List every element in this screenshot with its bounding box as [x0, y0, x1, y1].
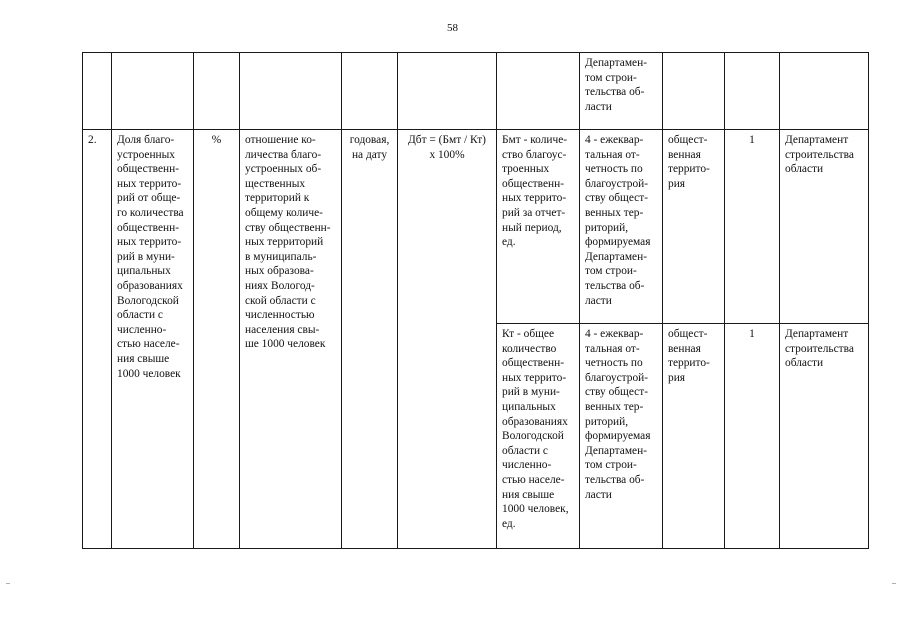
source-bmt: 4 - ежеквар- тальная от- четность по благоустрой- ству общест- венных тер- риторий, формируемая Департамен- том строи- тельства об- ласти: [579, 129, 663, 324]
method-bmt: 1: [724, 129, 780, 324]
source-kt: 4 - ежеквар- тальная от- четность по благоустрой- ству общест- венных тер- риторий, формируемая Департамен- том строи- тельства об- ласти: [579, 323, 663, 549]
top-cell-2: [111, 52, 194, 130]
method-kt: 1: [724, 323, 780, 549]
top-cell-11: [779, 52, 869, 130]
top-cell-4: [239, 52, 342, 130]
responsible-bmt: Департамент строительства области: [779, 129, 869, 324]
row-number: 2.: [82, 129, 112, 549]
unit: %: [193, 129, 240, 549]
top-cell-10: [724, 52, 780, 130]
top-cell-9: [662, 52, 725, 130]
top-cell-3: [193, 52, 240, 130]
periodicity: годовая, на дату: [341, 129, 398, 549]
responsible-kt: Департамент строительства области: [779, 323, 869, 549]
variable-kt: Кт - общее количество общественн- ных террито- рий в муни- ципальных образованиях Вологодской области с численно- стью населе- ния свыше 1000 человек, ед.: [496, 323, 580, 549]
indicator-definition: отношение ко- личества благо- устроенных об- щественных территорий к общему количе- ству общественн- ных территорий в муниципаль- ных образова- ниях Вологод- ской области с численностью населения свы- ше 1000 человек: [239, 129, 342, 549]
coverage-bmt: общест- венная террито- рия: [662, 129, 725, 324]
top-cell-1: [82, 52, 112, 130]
indicator-name: Доля благо- устроенных общественн- ных террито- рий от обще- го количества общественн- ных террито- рий в муни- ципальных образованиях Вологодской области с численно- стью населе- ния свыше 1000 человек: [111, 129, 194, 549]
top-cell-7: [496, 52, 580, 130]
page-number: 58: [447, 22, 458, 34]
top-cell-8: Департамен- том строи- тельства об- ласти: [579, 52, 663, 130]
formula: Дбт = (Бмт / Кт) х 100%: [397, 129, 497, 549]
variable-bmt: Бмт - количе- ство благоус- троенных общественн- ных террито- рий за отчет- ный период, ед.: [496, 129, 580, 324]
top-cell-5: [341, 52, 398, 130]
top-cell-6: [397, 52, 497, 130]
coverage-kt: общест- венная террито- рия: [662, 323, 725, 549]
scan-mark-right: [892, 583, 896, 584]
scan-mark-left: [6, 583, 10, 584]
